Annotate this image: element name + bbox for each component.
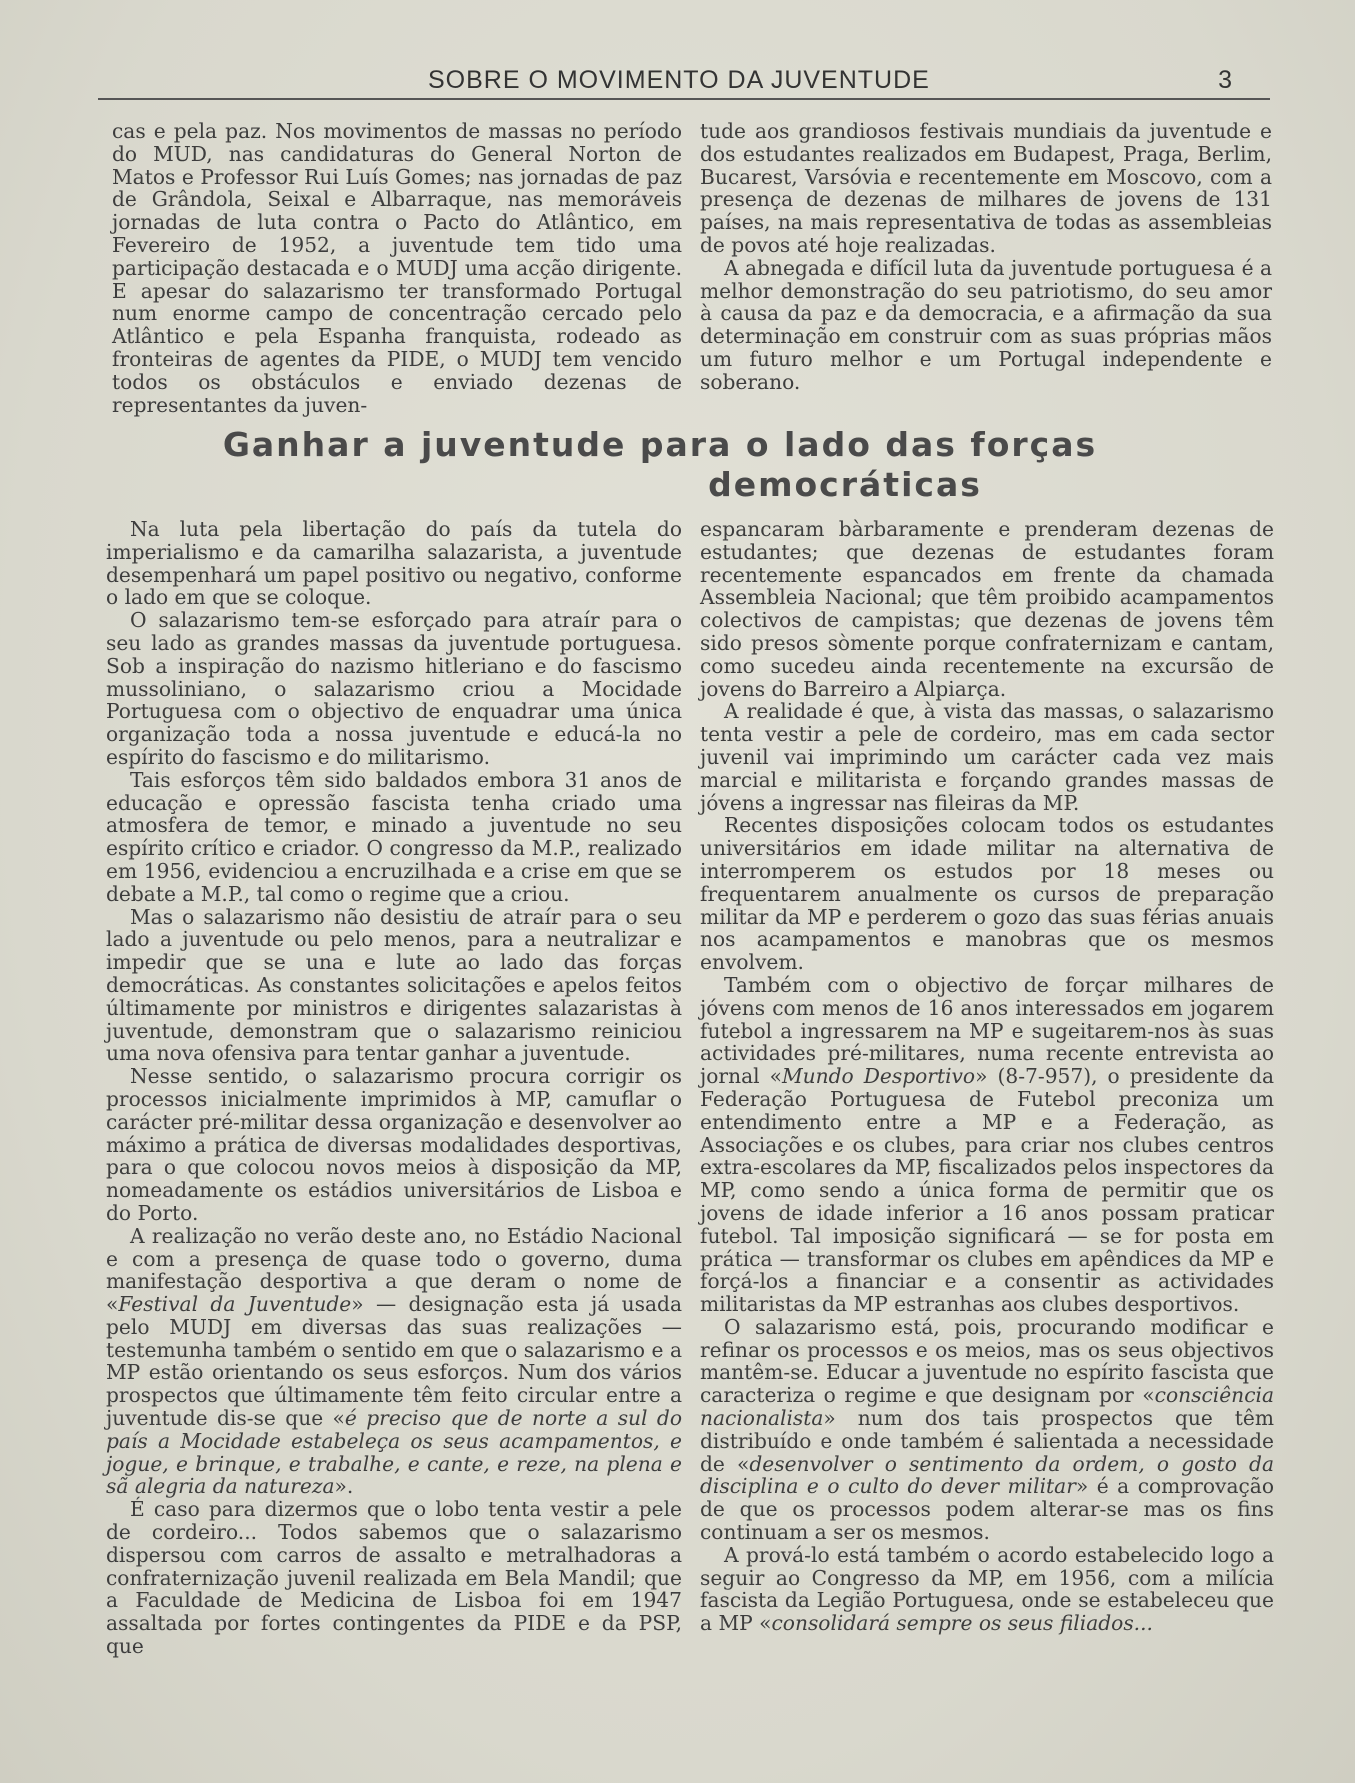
paragraph: Mas o salazarismo não desistiu de atraír para o seu lado a juventude ou pelo menos, para a neutralizar e impedir que se una e lute ao lado das forças democráticas. As constantes solicitações e apelos feitos últimamente por ministros e dirigentes salazaristas à juventude, demonstram que o salazarismo reiniciou uma nova ofensiva para tentar ganhar a juventude.	[106, 904, 682, 1066]
top-right-column	[700, 120, 1272, 394]
text-run: Também com o objectivo de forçar milhares de jóvens com menos de 16 anos interessados em jogarem futebol a ingressarem na MP e sugeitarem-nos às suas actividades pré-militares, numa recente entrevista ao jornal «	[700, 972, 1274, 1089]
page-number: 3	[1218, 66, 1232, 94]
running-title: SOBRE O MOVIMENTO DA JUVENTUDE	[428, 66, 930, 94]
italic-quote: desenvolver o sentimento da ordem, o gosto da disciplina e o culto do dever militar	[700, 1451, 1274, 1499]
paragraph: É caso para dizermos que o lobo tenta vestir a pele de cordeiro... Todos sabemos que o salazarismo dispersou com carros de assalto e metralhadoras a confraternização juvenil realizada em Bela Mandil; que a Faculdade de Medicina de Lisboa foi em 1947 assaltada por fortes contingentes da PIDE e da PSP, que	[106, 1497, 682, 1659]
paragraph: A abnegada e difícil luta da juventude portuguesa é a melhor demonstração do seu patriotismo, do seu amor à causa da paz e da democracia, e a afirmação da sua determinação em construir com as suas próprias mãos um futuro melhor e um Portugal independente e soberano.	[700, 255, 1272, 394]
headline-line-1: Ganhar a juventude para o lado das forças	[222, 425, 1098, 464]
page-header	[98, 62, 1270, 100]
text-run: » (8-7-957), o presidente da Federação Portuguesa de Futebol preconiza um entendimento entre a MP e a Federação, as Associações e os clubes, para criar nos clubes centros extra-escolares da MP, fiscalizados pelos inspectores da MP, como sendo a única forma de permitir que os jovens de idade inferior a 16 anos possam praticar futebol. Tal imposição significará — se for posta em prática — transformar os clubes em apêndices da MP e forçá-los a financiar e a consentir as actividades militaristas da MP estranhas aos clubes desportivos.	[700, 1064, 1275, 1317]
paragraph: cas e pela paz. Nos movimentos de massas no período do MUD, nas candidaturas do General Norton de Matos e Professor Rui Luís Gomes; nas jornadas de paz de Grândola, Seixal e Albarraque, nas memoráveis jornadas de luta contra o Pacto do Atlântico, em Fevereiro de 1952, a juventude tem tido uma participação destacada e o MUDJ uma acção dirigente. E apesar do salazarismo ter transformado Portugal num enorme campo de concentração cercado pelo Atlântico e pela Espanha franquista, rodeado as fronteiras de agentes da PIDE, o MUDJ tem vencido todos os obstáculos e enviado dezenas de representantes da juven-	[112, 119, 682, 417]
paragraph: A realidade é que, à vista das massas, o salazarismo tenta vestir a pele de cordeiro, mas em cada sector juvenil vai imprimindo um carácter cada vez mais marcial e militarista e forçando grandes massas de jóvens a ingressar nas fileiras da MP.	[700, 699, 1274, 815]
paragraph: O salazarismo tem-se esforçado para atraír para o seu lado as grandes massas da juventude portuguesa. Sob a inspiração do nazismo hitleriano e do fascismo mussoliniano, o salazarismo criou a Mocidade Portuguesa com o objectivo de enquadrar uma única organização toda a nossa juventude e educá-la no espírito do fascismo e do militarismo.	[106, 608, 682, 769]
italic-quote: consciência nacionalista	[700, 1383, 1274, 1431]
top-left-column	[112, 120, 682, 416]
text-run: ».	[334, 1474, 354, 1499]
italic-quote: consolidará sempre os seus filiados...	[771, 1611, 1153, 1636]
text-run: » num dos tais prospectos que têm distribuído e onde também é salientada a necessidade de «	[700, 1406, 1274, 1476]
text-run: O salazarismo está, pois, procurando modificar e refinar os processos e os meios, mas os seus objectivos mantêm-se. Educar a juventude no espírito fascista que caracteriza o regime e que designam por «	[700, 1314, 1274, 1408]
paragraph: Na luta pela libertação do país da tutela do imperialismo e da camarilha salazarista, a juventude desempenhará um papel positivo ou negativo, conforme o lado em que se coloque.	[106, 517, 682, 610]
paragraph	[700, 1544, 1274, 1635]
text-run: A prová-lo está também o acordo estabelecido logo a seguir ao Congresso da MP, em 1956, com a milícia fascista da Legião Portuguesa, onde se estabeleceu que a MP «	[700, 1542, 1274, 1636]
italic-quote: é preciso que de norte a sul do país a Mocidade estabeleça os seus acampamentos, e jogue, e brinque, e trabalhe, e cante, e reze, na plena e sã alegria da natureza	[106, 1406, 682, 1499]
italic-quote: Festival da Juventude	[118, 1292, 352, 1317]
paragraph: espancaram bàrbaramente e prenderam dezenas de estudantes; que dezenas de estudantes foram recentemente espancados em frente da chamada Assembleia Nacional; que têm proibido acampamentos colectivos de campistas; que dezenas de jovens têm sido presos sòmente porque confraternizam e cantam, como sucedeu ainda recentemente na excursão de jovens do Barreiro a Alpiarça.	[700, 517, 1274, 701]
article-headline	[180, 425, 1180, 505]
paragraph: Nesse sentido, o salazarismo procura corrigir os processos inicialmente imprimidos à MP, camuflar o carácter pré-militar dessa organização e desenvolver ao máximo a prática de diversas modalidades desportivas, para o que colocou novos meios à disposição da MP, nomeadamente os estádios universitários de Lisboa e do Porto.	[106, 1064, 682, 1225]
text-run: » é a comprovação de que os processos podem alterar-se mas os fins continuam a ser os mesmos.	[700, 1474, 1274, 1545]
paragraph: Recentes disposições colocam todos os estudantes universitários em idade militar na alternativa de interromperem os estudos por 18 meses ou frequentarem anualmente os cursos de preparação militar da MP e perderem o gozo das suas férias anuais nos acampamentos e manobras que os mesmos envolvem.	[700, 813, 1274, 975]
paragraph: Tais esforços têm sido baldados embora 31 anos de educação e opressão fascista tenha criado uma atmosfera de temor, e minado a juventude no seu espírito crítico e criador. O congresso da M.P., realizado em 1956, evidenciou a encruzilhada e a crise em que se debate a M.P., tal como o regime que a criou.	[106, 767, 682, 906]
right-article-column	[700, 518, 1274, 1635]
paragraph	[700, 1316, 1274, 1544]
paragraph	[106, 1225, 682, 1499]
paragraph	[700, 974, 1274, 1316]
text-run: » — designação esta já usada pelo MUDJ em diversas das suas realizações — testemunha também o sentido em que o salazarismo e a MP estão orientando os seus esforços. Num dos vários prospectos que últimamente têm feito circular entre a juventude dis-se que «	[106, 1292, 682, 1431]
paragraph: tude aos grandiosos festivais mundiais da juventude e dos estudantes realizados em Budapest, Praga, Berlim, Bucarest, Varsóvia e recentemente em Moscovo, com a presença de dezenas de milhares de jovens de 131 países, na mais representativa de todas as assembleias de povos até hoje realizadas.	[700, 119, 1272, 257]
text-run: A realização no verão deste ano, no Estádio Nacional e com a presença de quase todo o governo, duma manifestação desportiva a que deram o nome de «	[106, 1223, 682, 1317]
left-article-column	[106, 518, 682, 1658]
headline-line-2: democráticas	[708, 465, 982, 504]
italic-quote: Mundo Desportivo	[781, 1064, 976, 1089]
